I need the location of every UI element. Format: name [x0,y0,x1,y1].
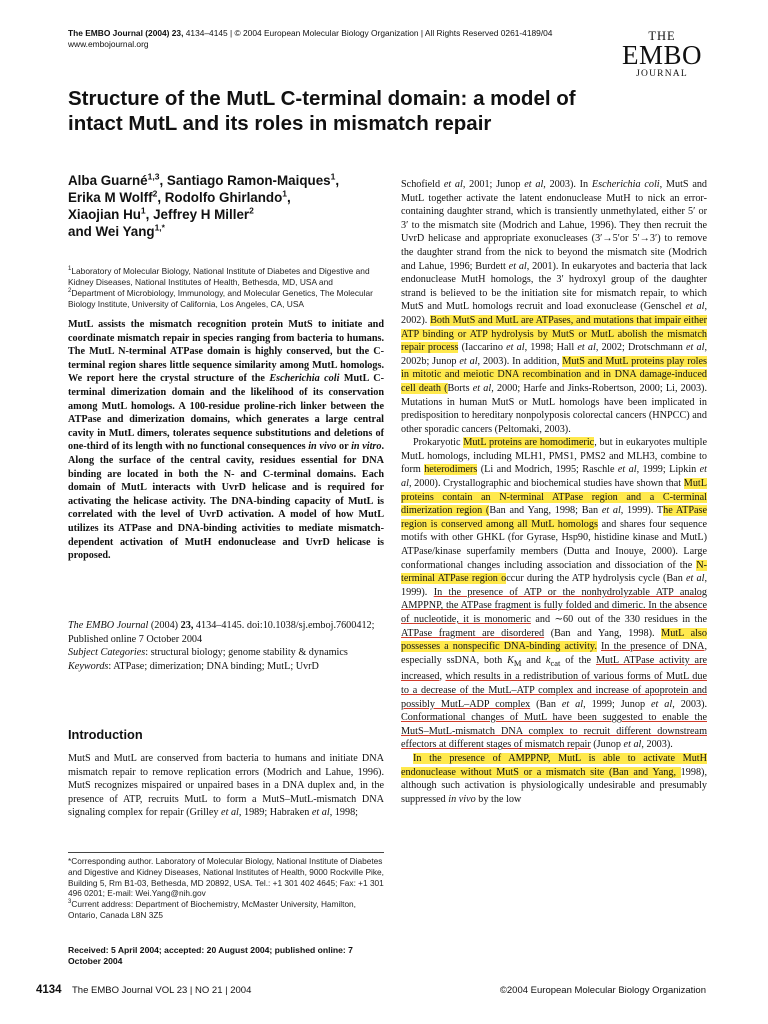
keywords: Keywords: ATPase; dimerization; DNA binding; MutL; UvrD [68,660,319,672]
highlight: MutL also possesses a nonspecific DNA-binding activity. [401,627,707,653]
author-list [68,172,378,240]
author: and Wei Yang$^{1,*}$ [68,222,165,239]
embo-journal-logo [620,30,704,80]
highlight: MutS and MutL proteins play roles in mitotic and meiotic DNA recombination and in DNA damage-induced cell death ( [401,355,708,394]
footnote-divider [68,852,384,853]
affiliations: $^1$Laboratory of Molecular Biology, National Institute of Diabetes and Digestive and Kidney Diseases, National Institutes of Health, Bethesda, MD, USA and $^2$Department of Microbiology, Immunology, and Molecular Genetics, The Molecular Biology Institute, University of California, Los Angeles, CA, USA [68,266,373,309]
highlight: Both MutS and MutL are ATPases, and mutations that impair either ATP binding or ATP hydrolysis by MutS or MutL abolish the mismatch repair process [401,314,707,354]
citation-doi: The EMBO Journal (2004) 23, 4134–4145. doi:10.1038/sj.emboj.7600412; Published online 7 October 2004 [68,620,375,645]
underline-annotation: Conformational changes of MutL have been suggested to enable the MutS–MutL-mismatch DNA complex to recruit different downstream effectors at different stages of mismatch repair [401,712,707,751]
citation-bold: The EMBO Journal (2004) 23, [68,28,184,38]
author: Erika M Wolff$^2$, [68,188,165,205]
introduction-heading: Introduction [68,727,143,742]
author: Rodolfo Ghirlando$^1$, [164,188,291,205]
abstract-text: MutL assists the mismatch recognition protein MutS to initiate and coordinate mismatch repair in species ranging from bacteria to humans. The MutL N-terminal ATPase domain is highly conserved, but the C-terminal region shares little sequence similarity among MutL homologs. We report here the crystal structure of the Escherichia coli MutL C-terminal dimerization domain and the likelihood of its conservation among MutL homologs. A 100-residue proline-rich linker between the ATPase and dimerization domains, which generates a large central cavity in MutL dimers, tolerates sequence substitutions and deletions of one-third of its length with no functional consequences in vivo or in vitro. Along the surface of the central cavity, residues essential for DNA binding are located in both the N- and C-terminal domains. Each domain of MutL interacts with UvrD helicase and is required for activating the helicase activity. The DNA-binding capacity of MutL is correlated with the level of UvrD activation. A model of how MutL utilizes its ATPase and DNA-binding activities to mediate mismatch-dependent activation of MutH endonuclease and UvrD helicase is proposed. [68,319,385,562]
underline-annotation: ATPase fragment are disordered [401,627,545,639]
footnotes [68,856,384,921]
journal-website-link[interactable]: www.embojournal.org [68,39,149,49]
page-number: 4134 [36,984,62,996]
footer-journal-info: The EMBO Journal VOL 23 | NO 21 | 2004 [72,985,252,996]
highlight: he ATPase region is conserved among all MutL homologs [401,505,707,530]
subject-categories: Subject Categories: structural biology; genome stability & dynamics [68,647,348,659]
article-title: Structure of the MutL C-terminal domain: a model of intact MutL and its roles in mismatch repair [68,87,576,135]
author: Santiago Ramon-Maiques$^1$, [166,171,340,188]
logo-journal: JOURNAL [636,69,688,79]
footer-copyright: ©2004 European Molecular Biology Organization [499,985,706,996]
underline-annotation: which results in a redistribution of various forms of MutL due to a decrease of the MutL–ATP complex and increase of apoprotein and possibly MutL–ADP complex [401,671,707,710]
citation-line [68,28,552,39]
paragraph: Schofield et al, 2001; Junop et al, 2003). In Escherichia coli, MutS and MutL together activate the latent endonuclease MutH to nick an error-containing daughter strand, which is transiently unmethylated, either 5′ or 3′ to the mismatch site (Modrich and Lahue, 1996). They then recruit the UvrD helicase and appropriate exonucleases (3′→5′or 5′→3′) to remove the daughter strand from the nick to beyond the mismatch site (Modrich and Lahue, 1996; Burdett et al, 2001). In eukaryotes and bacteria that lack endonuclease MutH homologs, the 3′ hydroxyl group of the daughter strand is believed to be the initiation site for mismatch repair, to which MutS and MutL homologs recruit and load exonuclease (Genschel et al, 2002). Both MutS and MutL are ATPases, and mutations that impair either ATP binding or ATP hydrolysis by MutS or MutL abolish the mismatch repair process (Iaccarino et al, 1998; Hall et al, 2002; Drotschmann et al, 2002b; Junop et al, 2003). In addition, MutS and MutL proteins play roles in mitotic and meiotic DNA recombination and in DNA damage-induced cell death (Borts et al, 2000; Harfe and Jinks-Robertson, 2000; Li, 2003). Mutations in human MutS or MutL homologs have been implicated in predisposition to hereditary nonpolyposis colorectal cancers (HNPCC) and other sporadic cancers (Peltomaki, 2003). [401,179,708,435]
journal-header [68,28,552,50]
paragraph: In the presence of AMPPNP, MutL is able to activate MutH endonuclease without MutS or a mismatch site (Ban and Yang, 1998), although such activation is physiologically undesirable and presumably suppressed in vivo by the low [401,752,707,805]
underline-annotation: In the presence of DNA [601,641,705,653]
logo-embo: EMBO [621,40,702,70]
highlight: MutL proteins are homodimeric [463,437,595,449]
corresponding-author-note: *Corresponding author. Laboratory of Molecular Biology, National Institute of Diabetes and Digestive and Kidney Diseases, National Institutes of Health, 9000 Rockville Pike, Building 5, Rm B1-03, Bethesda, MD 20892, USA. Tel.: +1 301 402 4645; Fax: +1 301 496 0201; E-mail: Wei.Yang@nih.gov [68,856,384,899]
page-footer [36,984,706,1000]
logo-the: THE [648,29,676,43]
underline-annotation: In the presence of ATP or the nonhydrolyzable ATP analog AMPPNP, the ATPase fragment is fully folded and dimeric. In the absence of nucleotide, it is monomeric [401,586,707,625]
right-column-text [401,178,707,806]
citation-rest: 4134–4145 | © 2004 European Molecular Biology Organization | All Rights Reserved 0261-4189/04 [183,28,553,38]
introduction-text: MutS and MutL are conserved from bacteria to humans and initiate DNA mismatch repair to remove replication errors (Modrich and Lahue, 1996). MutS recognizes mispaired or unpaired bases in a DNA duplex and, in the presence of ATP, recruits MutL to form a MutS–MutL-mismatch DNA signaling complex for repair (Grilley et al, 1989; Habraken et al, 1998; [68,753,384,819]
abstract [68,318,384,563]
highlight: N-terminal ATPase region o [401,559,707,585]
author: Alba Guarné$^{1,3}$, [68,171,167,188]
highlight: MutL proteins contain an N-terminal ATPase region and a C-terminal dimerization region ( [401,478,707,517]
received-dates: Received: 5 April 2004; accepted: 20 August 2004; published online: 7 October 2004 [68,945,353,967]
article-metadata [68,619,384,673]
underline-annotation: MutL ATPase activity are increased [401,654,707,683]
current-address-note: $^3$Current address: Department of Biochemistry, McMaster University, Hamilton, Ontario, Canada L8N 3Z5 [68,899,356,920]
author: Xiaojian Hu$^1$, [68,205,154,222]
author: Jeffrey H Miller$^2$ [153,205,254,222]
paragraph: Prokaryotic MutL proteins are homodimeric, but in eukaryotes multiple MutL homologs, including MLH1, PMS1, PMS2 and MLH3, combine to form heterodimers (Li and Modrich, 1995; Raschle et al, 1999; Lipkin et al, 2000). Crystallographic and biochemical studies have shown that MutL proteins contain an N-terminal ATPase region and a C-terminal dimerization region (Ban and Yang, 1998; Ban et al, 1999). The ATPase region is conserved among all MutL homologs and shares four sequence motifs with other GHKL (for Gyrase, Hsp90, histidine kinase and MutL) ATPase/kinase superfamily members (Dutta and Inouye, 2000). Large conformational changes including association and dissociation of the N-terminal ATPase region occur during the ATP hydrolysis cycle (Ban et al, 1999). In the presence of ATP or the nonhydrolyzable ATP analog AMPPNP, the ATPase fragment is fully folded and dimeric. In the absence of nucleotide, it is monomeric and ∼60 out of the 330 residues in the ATPase fragment are disordered (Ban and Yang, 1998). MutL also possesses a nonspecific DNA-binding activity. In the presence of DNA, especially ssDNA, both $K_M$ and $k_{cat}$ of the MutL ATPase activity are increased, which results in a redistribution of various forms of MutL due to a decrease of the MutL–ATP complex and increase of apoprotein and possibly MutL–ADP complex (Ban et al, 1999; Junop et al, 2003). Conformational changes of MutL have been suggested to enable the MutS–MutL-mismatch DNA complex to recruit different downstream effectors at different stages of mismatch repair (Junop et al, 2003). [401,437,708,751]
highlight: heterodimers [424,464,478,476]
highlight: In the presence of AMPPNP, MutL is able to activate MutH endonuclease without MutS or a mismatch site (Ban and Yang, [401,752,707,778]
